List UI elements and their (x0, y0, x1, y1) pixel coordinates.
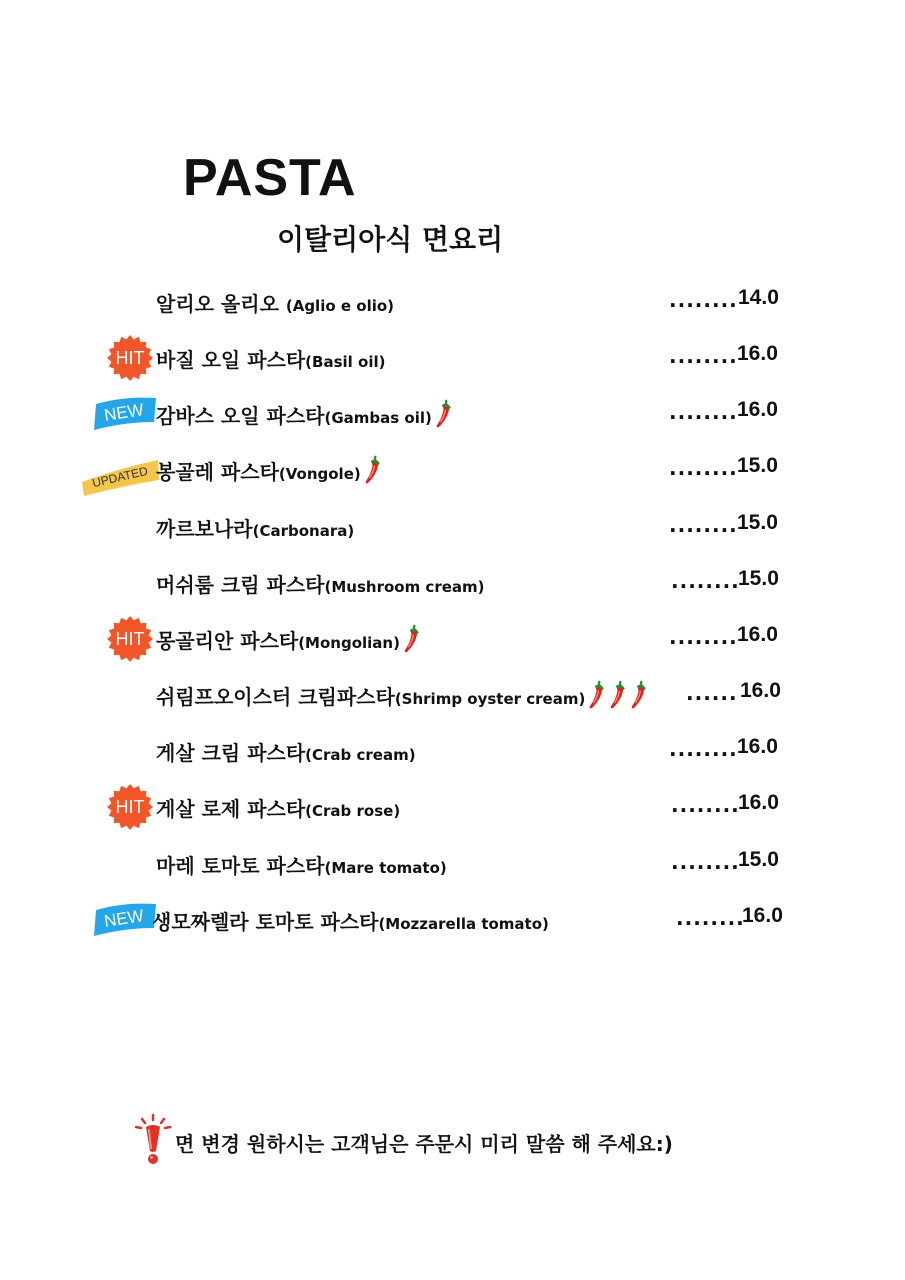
menu-item (0, 563, 905, 603)
chili-pepper-icon (434, 399, 453, 429)
chili-pepper-icon (608, 680, 627, 710)
notice (133, 1113, 833, 1169)
new-badge-label: NEW (102, 906, 145, 931)
menu-item-korean-name: 게살 크림 파스타 (156, 741, 306, 765)
chili-pepper-icon (363, 455, 382, 485)
menu-item-name (156, 681, 648, 710)
menu-item (0, 282, 905, 322)
hit-badge-label: HIT (115, 628, 145, 649)
menu-item-english-name: (Mare tomato) (324, 859, 447, 877)
menu-item-name (156, 793, 400, 822)
menu-item-english-name: (Mushroom cream) (324, 578, 485, 596)
menu-item-english-name: (Crab cream) (305, 746, 416, 764)
updated-badge (80, 458, 160, 496)
menu-item-korean-name: 까르보나라 (156, 517, 253, 541)
menu-item-name (152, 906, 549, 935)
menu-item-price: 15.0 (738, 567, 779, 590)
menu-item-price: 14.0 (738, 286, 779, 309)
menu-item-price: 16.0 (738, 791, 779, 814)
leader-dots: ........ (669, 288, 738, 312)
menu-item-english-name: (Carbonara) (252, 522, 355, 540)
leader-dots: ........ (671, 569, 740, 593)
menu-item (0, 338, 905, 378)
menu-item-name (156, 737, 416, 766)
leader-dots: ........ (671, 850, 740, 874)
leader-dots: ........ (669, 400, 738, 424)
menu-item (0, 507, 905, 547)
menu-item-price: 15.0 (737, 511, 778, 534)
menu-item-korean-name: 바질 오일 파스타 (156, 348, 306, 372)
menu-item-name (156, 625, 421, 654)
menu-item-english-name: (Mongolian) (298, 634, 400, 652)
menu-item (0, 787, 905, 827)
menu-item-english-name: (Shrimp oyster cream) (394, 690, 586, 708)
menu-item-english-name: (Vongole) (278, 465, 361, 483)
menu-item-price: 15.0 (737, 454, 778, 477)
menu-item (0, 731, 905, 771)
leader-dots: ........ (669, 737, 738, 761)
menu-item (0, 900, 905, 940)
menu-item-name (156, 456, 382, 485)
menu-item-english-name: (Basil oil) (305, 353, 386, 371)
leader-dots: ........ (669, 625, 738, 649)
menu-item-english-name: (Mozzarella tomato) (378, 915, 549, 933)
menu-item (0, 619, 905, 659)
chili-pepper-icon (402, 624, 421, 654)
menu-item-korean-name: 마레 토마토 파스타 (156, 854, 325, 878)
menu-item-price: 16.0 (737, 342, 778, 365)
menu-item (0, 450, 905, 490)
menu-item-name (156, 400, 453, 429)
menu-item-name (156, 513, 354, 542)
leader-dots: ........ (669, 513, 738, 537)
chili-pepper-icon (587, 680, 606, 710)
menu-item (0, 844, 905, 884)
menu-item-korean-name: 봉골레 파스타 (156, 460, 279, 484)
menu-item-price: 15.0 (738, 848, 779, 871)
chili-pepper-icon (629, 680, 648, 710)
menu-item-korean-name: 생모짜렐라 토마토 파스타 (152, 910, 379, 934)
menu-item (0, 394, 905, 434)
leader-dots: ...... (686, 681, 738, 705)
hit-badge-label: HIT (115, 347, 145, 368)
menu-item-name (156, 569, 485, 598)
menu-item-english-name: (Gambas oil) (324, 409, 432, 427)
menu-item-korean-name: 쉬림프오이스터 크림파스타 (156, 685, 395, 709)
menu-item-name (156, 850, 447, 879)
new-badge (90, 902, 158, 936)
page-title: PASTA (183, 149, 357, 207)
menu-item (0, 675, 905, 715)
notice-text: 면 변경 원하시는 고객님은 주문시 미리 말씀 해 주세요:) (175, 1132, 673, 1156)
hit-badge-label: HIT (115, 796, 145, 817)
menu-item-price: 16.0 (742, 904, 783, 927)
menu-item-korean-name: 게살 로제 파스타 (156, 797, 306, 821)
menu-item-korean-name: 몽골리안 파스타 (156, 629, 299, 653)
updated-badge-label: UPDATED (90, 463, 150, 491)
menu-item-price: 16.0 (737, 735, 778, 758)
hit-badge (106, 783, 154, 831)
exclamation-icon (133, 1113, 173, 1169)
menu-item-korean-name: 감바스 오일 파스타 (156, 404, 325, 428)
hit-badge (106, 334, 154, 382)
new-badge-label: NEW (102, 400, 145, 425)
menu-item-price: 16.0 (737, 398, 778, 421)
menu-item-korean-name: 알리오 올리오 (156, 292, 286, 316)
menu-item-name (156, 344, 385, 373)
leader-dots: ........ (669, 456, 738, 480)
new-badge (90, 396, 158, 430)
menu-item-korean-name: 머쉬룸 크림 파스타 (156, 573, 325, 597)
leader-dots: ........ (671, 793, 740, 817)
menu-item-name (156, 288, 394, 317)
menu-item-price: 16.0 (737, 623, 778, 646)
menu-item-english-name: (Aglio e olio) (285, 297, 395, 315)
page-subtitle: 이탈리아식 면요리 (277, 223, 504, 256)
menu-item-price: 16.0 (740, 679, 781, 702)
menu-item-english-name: (Crab rose) (305, 802, 401, 820)
leader-dots: ........ (676, 906, 745, 930)
hit-badge (106, 615, 154, 663)
leader-dots: ........ (669, 344, 738, 368)
